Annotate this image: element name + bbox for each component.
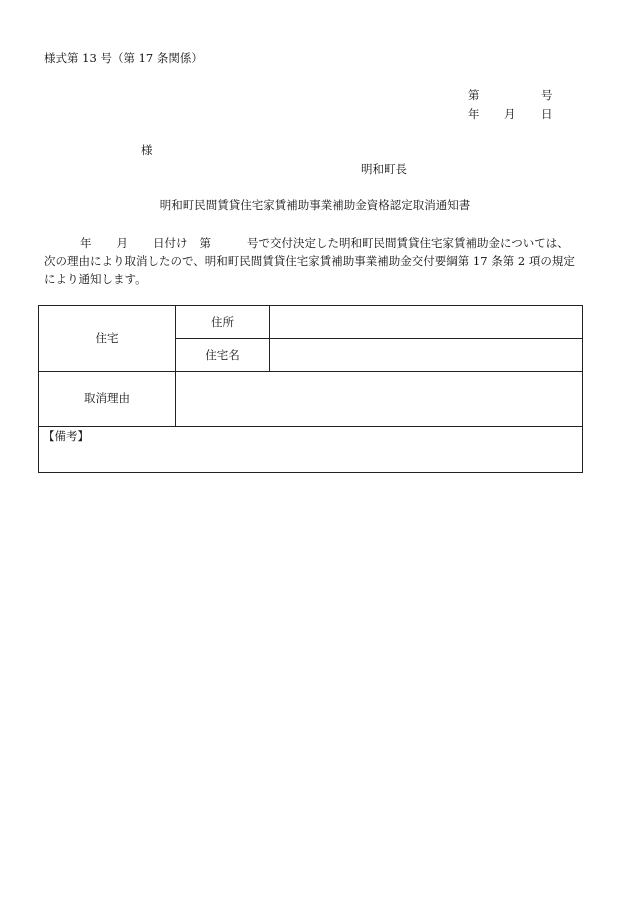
cancel-reason-label: 取消理由 [84,391,130,405]
document-number-prefix: 第 [468,88,480,102]
date-year-label: 年 [468,107,480,121]
document-title: 明和町民間賃貸住宅家賃補助事業補助金資格認定取消通知書 [159,198,471,212]
body-line-1 [44,234,589,252]
body-number-prefix: 第 [199,236,211,250]
form-number-label: 様式第 13 号（第 17 条関係） [44,51,203,65]
document-number-suffix: 号 [541,88,553,102]
table-rule-reason [39,426,582,427]
table-rule-sublabel-column [269,306,270,371]
housing-label: 住宅 [95,331,119,345]
body-month-label: 月 [116,236,128,250]
address-label: 住所 [211,315,234,329]
date-month-label: 月 [504,107,516,121]
body-line-1-rest: 号で交付決定した明和町民間賃貸住宅家賃補助金については、 [247,236,569,250]
body-line-2: 次の理由により取消したので、明和町民間賃貸住宅家賃補助事業補助金交付要綱第 17 条第 2 項の規定 [44,254,575,268]
recipient-honorific: 様 [141,143,153,157]
information-table [38,305,583,473]
remarks-label: 【備考】 [43,429,89,443]
housing-name-label: 住宅名 [205,348,240,362]
body-year-label: 年 [80,236,92,250]
table-rule-address [175,338,582,339]
table-rule-housing [39,371,582,372]
body-dated-label: 日付け [153,236,188,250]
sender-name: 明和町長 [361,162,407,176]
body-paragraph [44,234,589,288]
body-line-3: により通知します。 [44,272,147,286]
date-day-label: 日 [541,107,553,121]
